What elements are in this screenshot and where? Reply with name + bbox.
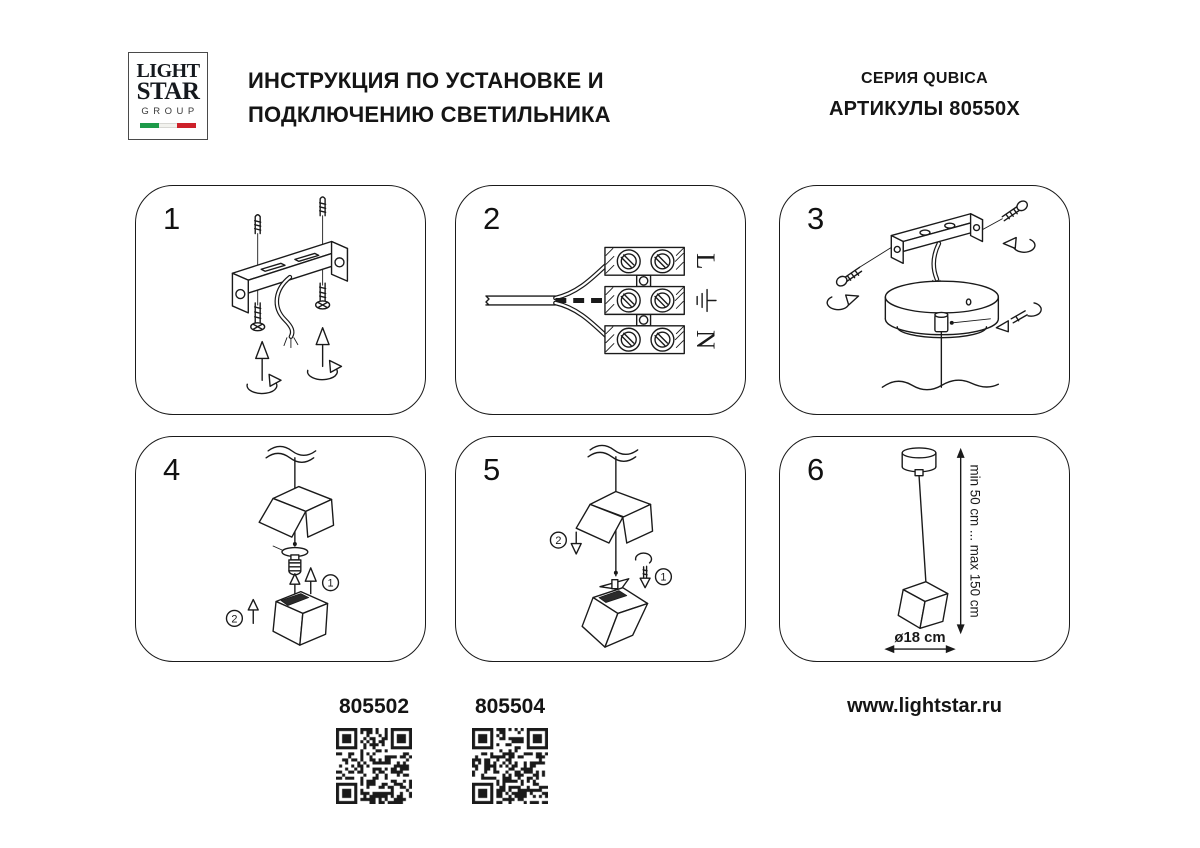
screw-icon [255,197,326,234]
step-3-panel [779,185,1070,415]
lightstar-logo [128,52,208,140]
cube-shade [898,582,948,629]
step-4-illustration [136,437,425,661]
svg-text:1: 1 [327,577,334,590]
callout-1 [656,569,672,585]
article-code: 805504 [474,695,546,718]
screw-icon [982,199,1034,252]
svg-text:2: 2 [555,535,562,548]
ceiling-canopy [902,448,936,476]
qr-code [472,728,548,804]
line-label: L [691,253,722,270]
step-6-illustration [780,437,1069,661]
step-2-panel [455,185,746,415]
up-arrow-icon [248,600,258,624]
step-1-panel [135,185,426,415]
callout-2 [226,610,242,626]
step-number: 6 [807,452,825,487]
screw-icon [636,553,652,588]
ceiling-wave [882,380,998,389]
lamp-socket [273,542,308,575]
series-block [779,70,1070,121]
mounting-bracket [891,214,982,264]
step-6-panel [779,436,1070,662]
logo-text-group: GROUP [141,106,199,117]
step-number: 4 [163,452,181,487]
title-line-2: ПОДКЛЮЧЕНИЮ СВЕТИЛЬНИКА [248,102,611,127]
screw-icon [996,303,1041,332]
ceiling-canopy [885,281,998,387]
step-2-illustration [456,186,745,414]
step-5-illustration [456,437,745,661]
step-5-panel [455,436,746,662]
title-line-1: ИНСТРУКЦИЯ ПО УСТАНОВКЕ И [248,68,604,93]
down-arrow-icon [571,532,581,554]
suspension-cord [919,476,926,584]
page-title [248,64,611,132]
series-articles: АРТИКУЛЫ 80550X [828,98,1021,120]
logo-text-light: LIGHT [136,60,200,82]
diameter-label: ø18 cm [894,630,946,647]
ceiling-wave [588,445,638,461]
article-block-805502 [334,695,414,804]
screw-icon [827,247,891,309]
callout-2 [550,532,566,548]
folded-shade [259,487,333,538]
height-range-label: min 50 cm ... max 150 cm [967,464,983,618]
article-code: 805502 [338,695,410,718]
height-dimension [957,448,983,634]
step-4-panel [135,436,426,662]
lamp-socket [600,571,629,590]
website-url: www.lightstar.ru [847,695,1002,717]
logo-text-star: STAR [136,78,200,105]
step-number: 1 [163,201,181,236]
step-1-illustration [136,186,425,414]
cube-shade [582,588,647,647]
step-number: 3 [807,201,825,236]
callout-1 [323,575,339,591]
svg-text:1: 1 [660,571,667,584]
qr-code [336,728,412,804]
step-number: 2 [483,201,501,236]
svg-text:2: 2 [231,613,238,626]
article-block-805504 [470,695,550,804]
italian-flag-icon [140,123,196,128]
diameter-dimension [884,630,955,653]
terminal-block [605,247,684,353]
series-name: СЕРИЯ QUBICA [860,70,989,87]
earth-ground-icon [697,290,716,312]
step-number: 5 [483,452,501,487]
wire [277,277,298,347]
mains-cable [486,264,607,336]
step-3-illustration [780,186,1069,414]
cube-shade [273,592,328,646]
ceiling-wave [266,446,316,462]
neutral-label: N [691,329,722,350]
folded-shade [576,492,652,544]
up-arrow-icon [290,568,316,596]
